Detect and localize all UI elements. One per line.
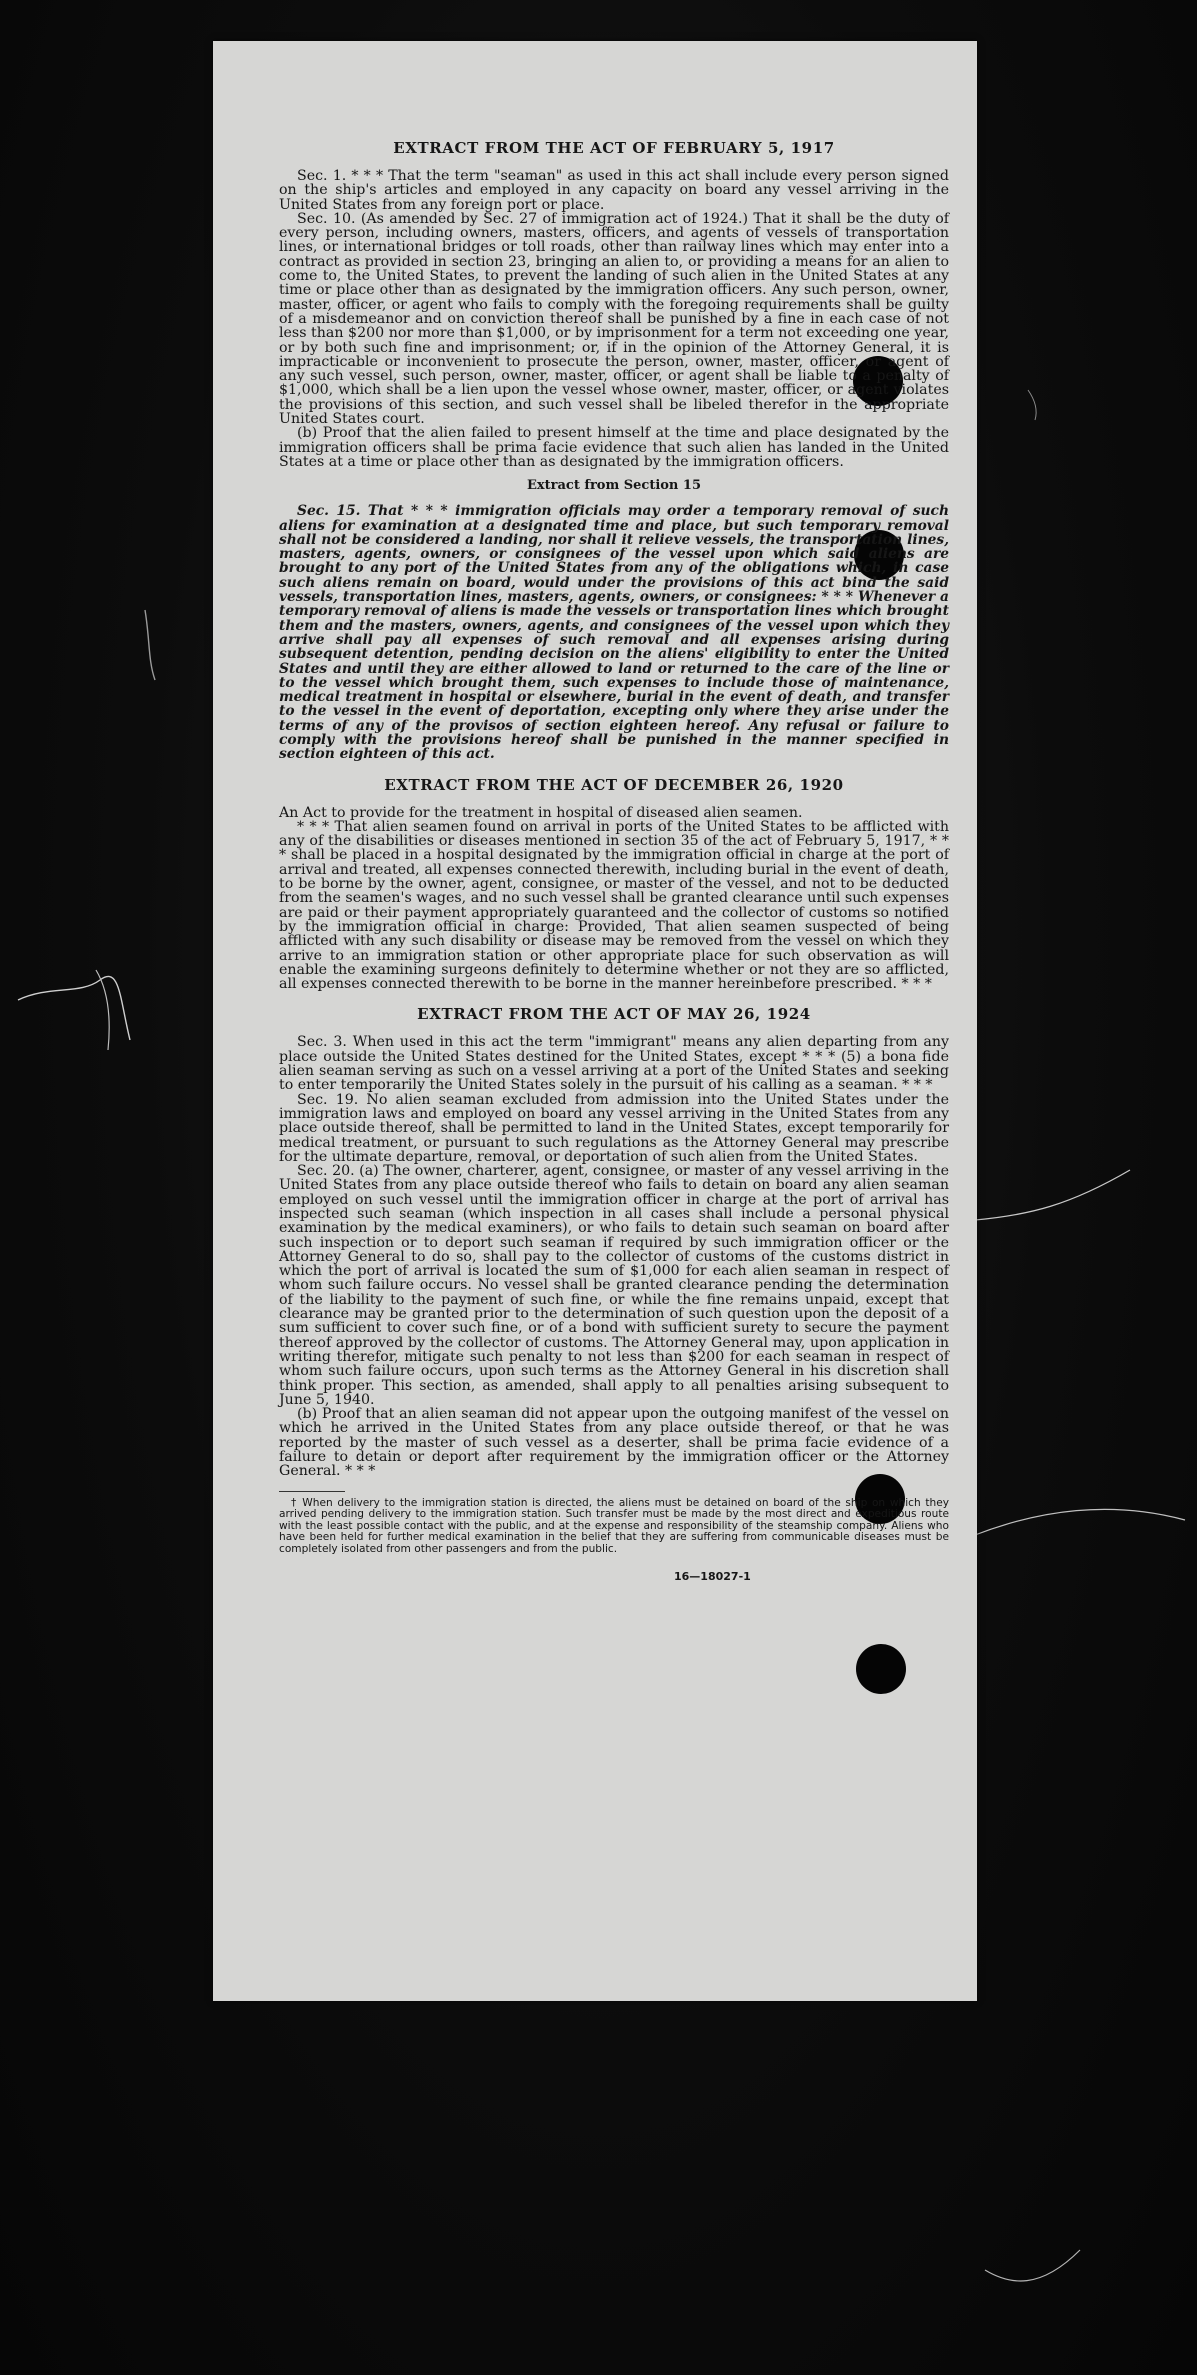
paragraph: An Act to provide for the treatment in hospital of diseased alien seamen. xyxy=(279,804,803,821)
paragraph: Sec. 3. When used in this act the term "immigrant" means any alien departing from any place outside the United States destined for the United States, except * * * (5) a bona fide alien seaman serving as such on a vessel arriving at a port of the United States and seeking to enter temporarily the United States solely in the pursuit of his calling as a seaman. * * * xyxy=(279,1034,949,1094)
paragraph: Sec. 1. * * * That the term "seaman" as used in this act shall include every person signed on the ship's articles and employed in any capacity on board any vessel arriving in the United States from any foreign port or place. xyxy=(279,168,949,213)
punch-hole xyxy=(856,1644,906,1694)
paragraph: Sec. 20. (a) The owner, charterer, agent, consignee, or master of any vessel arriving in the United States from any place outside thereof who fails to detain on board any alien seaman employed on such vessel until the immigration officer in charge at the port of arrival has inspected such seaman (which inspection in all cases shall include a personal physical examination by the medical examiners), or who fails to detain such seaman on board after such inspection or to deport such seaman if required by such immigration officer or the Attorney General to do so, shall pay to the collector of customs of the customs district in which the port of arrival is located the sum of $1,000 for each alien seaman in respect of whom such failure occurs. No vessel shall be granted clearance pending the determination of the liability to the payment of such fine, or while the fine remains unpaid, except that clearance may be granted prior to the determination of such question upon the deposit of a sum sufficient to cover such fine, or of a bond with sufficient surety to secure the payment thereof approved by the collector of customs. The Attorney General may, upon application in writing therefor, mitigate such penalty to not less than $200 for each seaman in respect of whom such failure occurs, upon such terms as the Attorney General in his discretion shall think proper. This section, as amended, shall apply to all penalties arising subsequent to June 5, 1940. xyxy=(279,1163,949,1408)
paragraph: Sec. 10. (As amended by Sec. 27 of immigration act of 1924.) That it shall be the duty of every person, including owners, masters, officers, and agents of vessels of transportation lines, or international bridges or toll roads, other than railway lines which may enter into a contract as provided in section 23, bringing an alien to, or providing a means for an alien to come to, the United States, to prevent the landing of such alien in the United States at any time or place other than as designated by the immigration officers. Any such person, owner, master, officer, or agent who fails to comply with the foregoing requirements shall be guilty of a misdemeanor and on conviction thereof shall be punished by a fine in each case of not less than $200 nor more than $1,000, or by imprisonment for a term not exceeding one year, or by both such fine and imprisonment; or, if in the opinion of the Attorney General, it is impracticable or inconvenient to prosecute the person, owner, master, officer, or agent of any such vessel, such person, owner, master, officer, or agent shall be liable to a penalty of $1,000, which shall be a lien upon the vessel whose owner, master, officer, or agent violates the provisions of this section, and such vessel shall be libeled therefor in the appropriate United States court. xyxy=(279,210,949,428)
footnote-divider xyxy=(279,1491,345,1492)
section-heading: EXTRACT FROM THE ACT OF MAY 26, 1924 xyxy=(417,1005,811,1024)
section-subheading: Extract from Section 15 xyxy=(526,478,702,494)
paragraph: Sec. 15. That * * * immigration officials may order a temporary removal of such aliens for examination at a designated time and place, but such temporary removal shall not be considered a landing, nor shall it relieve vessels, the transportation lines, masters, agents, owners, or consignees of the vessel upon which said aliens are brought to any port of the United States from any of the obligations which, in case such aliens remain on board, would under the provisions of this act bind the said vessels, transportation lines, masters, agents, owners, or consignees: * * * Whenever a temporary removal of aliens is made the vessels or transportation lines which brought them and the masters, owners, agents, and consignees of the vessel upon which they arrive shall pay all expenses of such removal and all expenses arising during subsequent detention, pending decision on the aliens' eligibility to enter the United States and until they are either allowed to land or returned to the care of the line or to the vessel which brought them, such expenses to include those of maintenance, medical treatment in hospital or elsewhere, burial in the event of death, and transfer to the vessel in the event of deportation, excepting only where they arise under the terms of any of the provisos of section eighteen hereof. Any refusal or failure to comply with the provisions hereof shall be punished in the manner specified in section eighteen of this act. xyxy=(279,503,949,763)
document-sheet xyxy=(213,41,977,2001)
paragraph: (b) Proof that the alien failed to present himself at the time and place designated by the immigration officers shall be prima facie evidence that such alien has landed in the United States at a time or place other than as designated by the immigration officers. xyxy=(279,425,949,470)
document-body xyxy=(279,139,949,1583)
paragraph: (b) Proof that an alien seaman did not appear upon the outgoing manifest of the vessel on which he arrived in the United States from any place outside thereof, or that he was reported by the master of such vessel as a deserter, shall be prima facie evidence of a failure to detain or deport after requirement by the immigration officer or the Attorney General. * * * xyxy=(279,1406,949,1480)
footnote: † When delivery to the immigration station is directed, the aliens must be detained on board of the ship on which they arrived pending delivery to the immigration station. Such transfer must be made by the most direct and expeditious route with the least possible contact with the public, and at the expense and responsibility of the steamship company. Aliens who have been held for further medical examination in the belief that they are suffering from communicable diseases must be completely isolated from other passengers and from the public. xyxy=(279,1496,949,1556)
paragraph: * * * That alien seamen found on arrival in ports of the United States to be afflicted with any of the disabilities or diseases mentioned in section 35 of the act of February 5, 1917, * * * shall be placed in a hospital designated by the immigration official in charge at the port of arrival and treated, all expenses connected therewith, including burial in the event of death, to be borne by the owner, agent, consignee, or master of the vessel, and not to be deducted from the seamen's wages, and no such vessel shall be granted clearance until such expenses are paid or their payment appropriately guaranteed and the collector of customs so notified by the immigration official in charge: Provided, That alien seamen suspected of being afflicted with any such disability or disease may be removed from the vessel on which they arrive to an immigration station or other appropriate place for such observation as will enable the examining surgeons definitely to determine whether or not they are so afflicted, all expenses connected therewith to be borne in the manner hereinbefore prescribed. * * * xyxy=(279,818,949,993)
section-heading: EXTRACT FROM THE ACT OF FEBRUARY 5, 1917 xyxy=(393,139,835,157)
paragraph: Sec. 19. No alien seaman excluded from admission into the United States under the immigration laws and employed on board any vessel arriving in the United States from any place outside thereof, shall be permitted to land in the United States, except temporarily for medical treatment, or pursuant to such regulations as the Attorney General may prescribe for the ultimate departure, removal, or deportation of such alien from the United States. xyxy=(279,1091,949,1165)
form-number: 16—18027-1 xyxy=(674,1569,751,1583)
section-heading: EXTRACT FROM THE ACT OF DECEMBER 26, 1920 xyxy=(384,775,844,794)
